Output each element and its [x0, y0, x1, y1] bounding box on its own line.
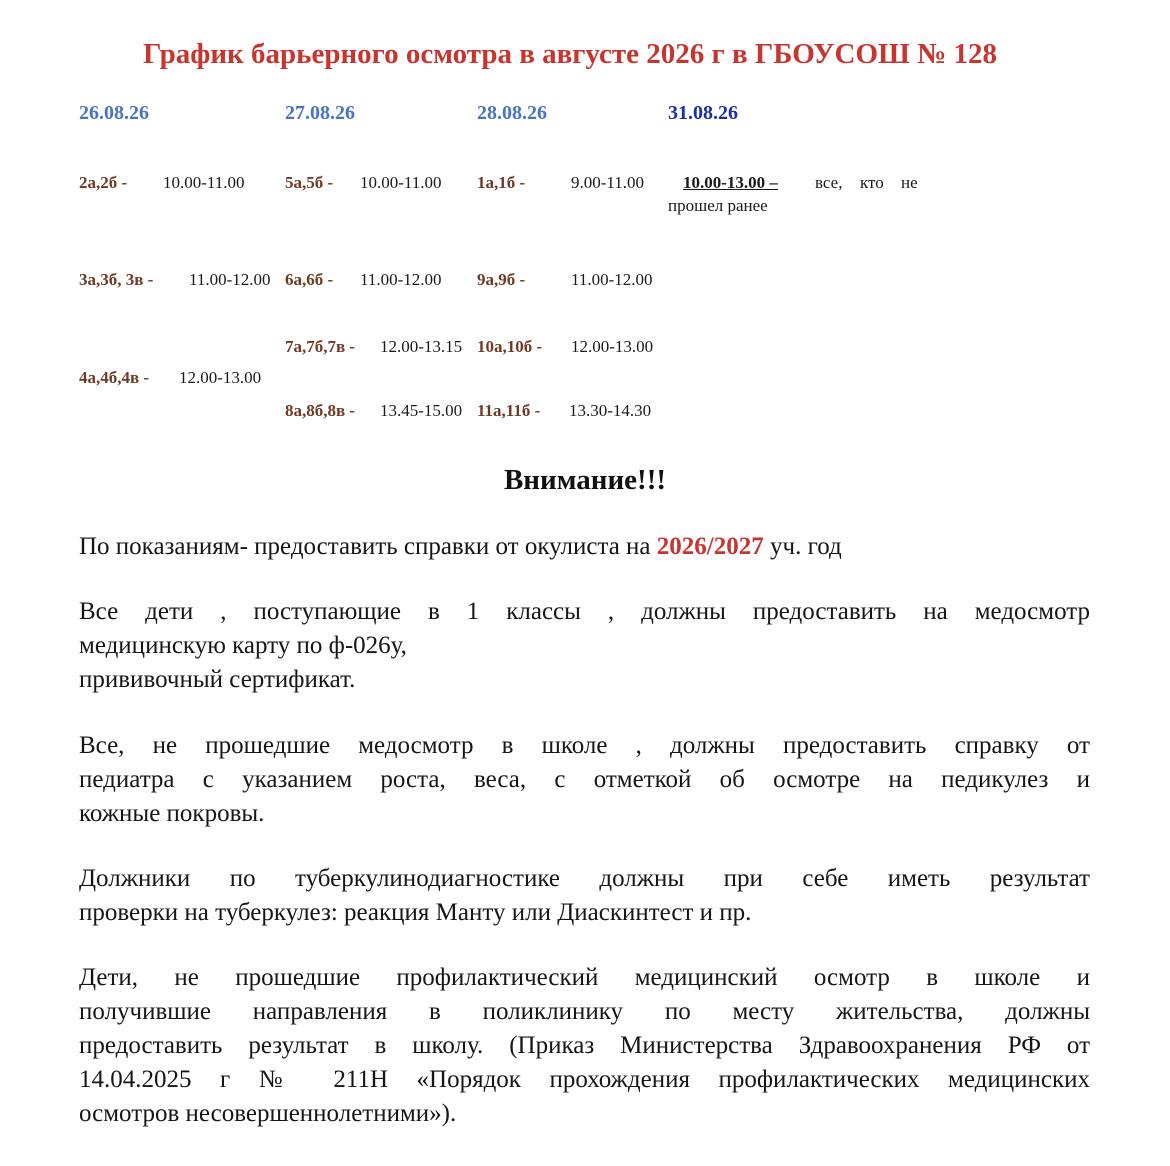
- text-line: предоставить результат в школу. (Приказ Министерства Здравоохранения РФ от: [79, 1032, 1090, 1059]
- time-slot: 10.00-11.00: [163, 173, 245, 192]
- text-line: педиатра с указанием роста, веса, с отметкой об осмотре на педикулез и: [79, 766, 1090, 793]
- text-line: прививочный сертификат.: [79, 666, 356, 693]
- text-line: кожные покровы.: [79, 800, 265, 827]
- note-word: все,: [815, 173, 843, 192]
- class-group: 9а,9б -: [477, 270, 526, 289]
- class-group: 11а,11б -: [477, 401, 541, 420]
- text-line: Все дети , поступающие в 1 классы , должны предоставить на медосмотр: [79, 598, 1090, 625]
- paragraph-oculist: [79, 530, 1090, 564]
- class-group: 3а,3б, 3в -: [79, 270, 154, 289]
- class-group: 10а,10б -: [477, 337, 543, 356]
- paragraph-first-grade: [79, 595, 1090, 697]
- text-line: Должники по туберкулинодиагностике должны при себе иметь результат: [79, 865, 1090, 892]
- text-line: Дети, не прошедшие профилактический медицинский осмотр в школе и: [79, 964, 1090, 991]
- class-group: 7а,7б,7в -: [285, 337, 356, 356]
- time-slot: 13.30-14.30: [569, 401, 652, 420]
- time-slot: 10.00-11.00: [360, 173, 442, 192]
- text-line: Все, не прошедшие медосмотр в школе , должны предоставить справку от: [79, 732, 1090, 759]
- date-col3: 28.08.26: [477, 102, 547, 124]
- time-slot: 12.00-13.00: [571, 337, 654, 356]
- class-group: 8а,8б,8в -: [285, 401, 356, 420]
- paragraph-pediatrician: [79, 729, 1090, 831]
- text-line: медицинскую карту по ф-026у,: [79, 632, 407, 659]
- note-line: прошел ранее: [668, 196, 768, 215]
- text-line: 14.04.2025 г № 211Н «Порядок прохождения профилактических медицинских: [79, 1066, 1090, 1093]
- paragraph-tuberculosis: [79, 862, 1090, 930]
- time-slot-all: [683, 173, 778, 193]
- page-title: График барьерного осмотра в августе 2026 г в ГБОУСОШ № 128: [143, 38, 997, 70]
- time-slot: 12.00-13.00: [179, 368, 262, 387]
- time-slot: 13.45-15.00: [380, 401, 463, 420]
- date-col1: 26.08.26: [79, 102, 149, 124]
- note-word: кто: [860, 173, 884, 192]
- time-slot: 11.00-12.00: [571, 270, 653, 289]
- time-slot: 11.00-12.00: [189, 270, 271, 289]
- time-slot: 11.00-12.00: [360, 270, 442, 289]
- time-slot-highlight: 10.00-13.00 –: [683, 173, 778, 192]
- p1-text: По показаниям- предоставить справки от окулиста на: [79, 533, 657, 560]
- date-col4: 31.08.26: [668, 102, 738, 124]
- p1-tail: уч. год: [763, 533, 842, 560]
- class-group: 5а,5б -: [285, 173, 334, 192]
- paragraph-order: [79, 961, 1090, 1131]
- class-group: 4а,4б,4в -: [79, 368, 150, 387]
- time-slot: 12.00-13.15: [380, 337, 463, 356]
- note-word: не: [901, 173, 918, 192]
- attention-heading: Внимание!!!: [503, 464, 667, 496]
- class-group: 1а,1б -: [477, 173, 526, 192]
- time-slot: 9.00-11.00: [571, 173, 645, 192]
- text-line: получившие направления в поликлинику по месту жительства, должны: [79, 998, 1090, 1025]
- class-group: 6а,6б -: [285, 270, 334, 289]
- text-line: осмотров несовершеннолетними»).: [79, 1100, 457, 1127]
- text-line: проверки на туберкулез: реакция Манту или Диаскинтест и пр.: [79, 899, 752, 926]
- date-col2: 27.08.26: [285, 102, 355, 124]
- school-year: 2026/2027: [656, 533, 764, 560]
- class-group: 2а,2б -: [79, 173, 128, 192]
